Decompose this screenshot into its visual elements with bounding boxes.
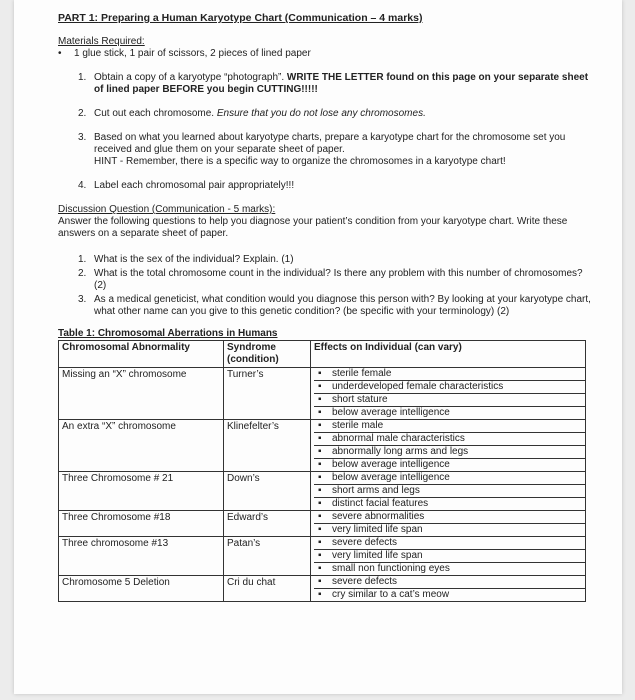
question-text: As a medical geneticist, what condition would you diagnose this person with? By looking at your karyotype chart, what other name can you give to this genetic condition? (be specific with your terminology) (2) bbox=[94, 294, 591, 317]
effects-list bbox=[314, 511, 582, 536]
header-effects: Effects on Individual (can vary) bbox=[311, 341, 586, 368]
syndrome-cell: Cri du chat bbox=[224, 576, 311, 602]
abnormality-cell: Chromosome 5 Deletion bbox=[59, 576, 224, 602]
effect-item bbox=[314, 550, 585, 563]
header-abnormality: Chromosomal Abnormality bbox=[59, 341, 224, 368]
syndrome-cell: Edward’s bbox=[224, 511, 311, 537]
effect-item bbox=[314, 368, 585, 381]
effects-cell bbox=[311, 576, 586, 602]
abnormality-cell: An extra “X” chromosome bbox=[59, 420, 224, 472]
effects-list bbox=[314, 368, 582, 419]
step-lead: Cut out each chromosome. bbox=[94, 108, 217, 119]
effect-text: abnormally long arms and legs bbox=[332, 446, 469, 457]
square-bullet-icon: ▪ bbox=[318, 394, 322, 405]
square-bullet-icon: ▪ bbox=[318, 589, 322, 600]
table-row bbox=[59, 511, 586, 537]
effect-item bbox=[314, 589, 585, 601]
square-bullet-icon: ▪ bbox=[318, 407, 322, 418]
header-syndrome: Syndrome (condition) bbox=[224, 341, 311, 368]
effect-text: severe abnormalities bbox=[332, 511, 425, 522]
step-item bbox=[78, 180, 593, 192]
effect-text: cry similar to a cat’s meow bbox=[332, 589, 450, 600]
effect-item bbox=[314, 446, 585, 459]
effect-text: very limited life span bbox=[332, 550, 423, 561]
part1-title-prefix: PART 1: bbox=[58, 12, 99, 24]
effects-cell bbox=[311, 511, 586, 537]
effect-item bbox=[314, 433, 585, 446]
table-header-row bbox=[59, 341, 586, 368]
effect-item bbox=[314, 537, 585, 550]
part1-title bbox=[58, 12, 593, 24]
abnormality-cell: Three Chromosome # 21 bbox=[59, 472, 224, 511]
effect-item bbox=[314, 420, 585, 433]
question-item bbox=[78, 294, 593, 318]
aberrations-table bbox=[58, 340, 586, 602]
effects-cell bbox=[311, 420, 586, 472]
abnormality-cell: Missing an “X” chromosome bbox=[59, 368, 224, 420]
effect-text: underdeveloped female characteristics bbox=[332, 381, 504, 392]
effect-item bbox=[314, 576, 585, 589]
step-text: Label each chromosomal pair appropriately!!! bbox=[94, 180, 295, 191]
table-caption: Table 1: Chromosomal Aberrations in Humans bbox=[58, 328, 278, 339]
effect-text: severe defects bbox=[332, 576, 398, 587]
table-row bbox=[59, 472, 586, 511]
steps-list bbox=[78, 72, 593, 192]
step-item bbox=[78, 108, 593, 120]
step-text bbox=[94, 132, 593, 168]
question-number: 2. bbox=[78, 268, 87, 279]
syndrome-cell: Turner’s bbox=[224, 368, 311, 420]
syndrome-cell: Klinefelter’s bbox=[224, 420, 311, 472]
table-row bbox=[59, 537, 586, 576]
effect-item bbox=[314, 511, 585, 524]
effect-item bbox=[314, 563, 585, 575]
table-body bbox=[59, 368, 586, 602]
question-item bbox=[78, 268, 593, 292]
step-item bbox=[78, 132, 593, 168]
effect-item bbox=[314, 407, 585, 419]
step-number: 3. bbox=[78, 132, 87, 143]
part1-title-rest: Preparing a Human Karyotype Chart (Communication – 4 marks) bbox=[98, 12, 423, 24]
square-bullet-icon: ▪ bbox=[318, 485, 322, 496]
square-bullet-icon: ▪ bbox=[318, 537, 322, 548]
abnormality-cell: Three Chromosome #18 bbox=[59, 511, 224, 537]
square-bullet-icon: ▪ bbox=[318, 498, 322, 509]
step-number: 1. bbox=[78, 72, 87, 83]
effect-text: below average intelligence bbox=[332, 472, 450, 483]
step-text bbox=[94, 108, 426, 120]
table-row bbox=[59, 368, 586, 420]
step-line: Based on what you learned about karyotype charts, prepare a karyotype chart for the chromosome set you received and glue them on your separate sheet of paper. bbox=[94, 132, 566, 155]
syndrome-cell: Down’s bbox=[224, 472, 311, 511]
step-bold: WRITE THE LETTER found on this page on your separate sheet of lined paper BEFORE you begin CUTTING!!!!! bbox=[94, 72, 589, 95]
effects-cell bbox=[311, 472, 586, 511]
question-text: What is the total chromosome count in the individual? Is there any problem with this number of chromosomes? (2) bbox=[94, 268, 583, 291]
effect-text: short arms and legs bbox=[332, 485, 420, 496]
document-page bbox=[14, 0, 622, 694]
effect-text: below average intelligence bbox=[332, 459, 450, 470]
square-bullet-icon: ▪ bbox=[318, 524, 322, 535]
effect-text: severe defects bbox=[332, 537, 398, 548]
effect-item bbox=[314, 524, 585, 536]
effect-item bbox=[314, 498, 585, 510]
square-bullet-icon: ▪ bbox=[318, 511, 322, 522]
effects-list bbox=[314, 420, 582, 471]
bullet-icon: • bbox=[58, 48, 62, 59]
syndrome-cell: Patan’s bbox=[224, 537, 311, 576]
effect-item bbox=[314, 381, 585, 394]
effect-item bbox=[314, 459, 585, 471]
effect-text: sterile female bbox=[332, 368, 392, 379]
square-bullet-icon: ▪ bbox=[318, 368, 322, 379]
abnormality-cell: Three chromosome #13 bbox=[59, 537, 224, 576]
document-content bbox=[58, 8, 593, 602]
question-text: What is the sex of the individual? Explain. (1) bbox=[94, 254, 294, 265]
square-bullet-icon: ▪ bbox=[318, 433, 322, 444]
discussion-heading: Discussion Question (Communication - 5 marks): bbox=[58, 204, 276, 215]
question-number: 3. bbox=[78, 294, 87, 305]
square-bullet-icon: ▪ bbox=[318, 420, 322, 431]
table-row bbox=[59, 420, 586, 472]
square-bullet-icon: ▪ bbox=[318, 446, 322, 457]
effects-cell bbox=[311, 368, 586, 420]
question-number: 1. bbox=[78, 254, 87, 265]
materials-text: 1 glue stick, 1 pair of scissors, 2 pieces of lined paper bbox=[74, 48, 311, 59]
effects-list bbox=[314, 472, 582, 510]
step-hint: HINT - Remember, there is a specific way to organize the chromosomes in a karyotype chart! bbox=[94, 156, 506, 167]
step-text bbox=[94, 72, 593, 96]
step-number: 4. bbox=[78, 180, 87, 191]
step-italic: Ensure that you do not lose any chromosomes. bbox=[216, 108, 426, 119]
table-row bbox=[59, 576, 586, 602]
questions-list bbox=[78, 254, 593, 318]
materials-item bbox=[58, 48, 593, 60]
square-bullet-icon: ▪ bbox=[318, 459, 322, 470]
effects-cell bbox=[311, 537, 586, 576]
effect-text: abnormal male characteristics bbox=[332, 433, 465, 444]
materials-heading: Materials Required: bbox=[58, 36, 145, 47]
effect-text: sterile male bbox=[332, 420, 384, 431]
step-lead: Obtain a copy of a karyotype “photograph”. bbox=[94, 72, 287, 83]
effects-list bbox=[314, 537, 582, 575]
effect-text: small non functioning eyes bbox=[332, 563, 450, 574]
discussion-intro: Answer the following questions to help you diagnose your patient’s condition from your karyotype chart. Write these answers on a separate sheet of paper. bbox=[58, 216, 568, 239]
square-bullet-icon: ▪ bbox=[318, 381, 322, 392]
step-number: 2. bbox=[78, 108, 87, 119]
effect-item bbox=[314, 472, 585, 485]
square-bullet-icon: ▪ bbox=[318, 472, 322, 483]
effect-item bbox=[314, 485, 585, 498]
square-bullet-icon: ▪ bbox=[318, 576, 322, 587]
effect-text: very limited life span bbox=[332, 524, 423, 535]
effect-text: distinct facial features bbox=[332, 498, 429, 509]
square-bullet-icon: ▪ bbox=[318, 563, 322, 574]
question-item bbox=[78, 254, 593, 266]
effect-text: below average intelligence bbox=[332, 407, 450, 418]
step-item bbox=[78, 72, 593, 96]
effect-text: short stature bbox=[332, 394, 388, 405]
effects-list bbox=[314, 576, 582, 601]
square-bullet-icon: ▪ bbox=[318, 550, 322, 561]
effect-item bbox=[314, 394, 585, 407]
